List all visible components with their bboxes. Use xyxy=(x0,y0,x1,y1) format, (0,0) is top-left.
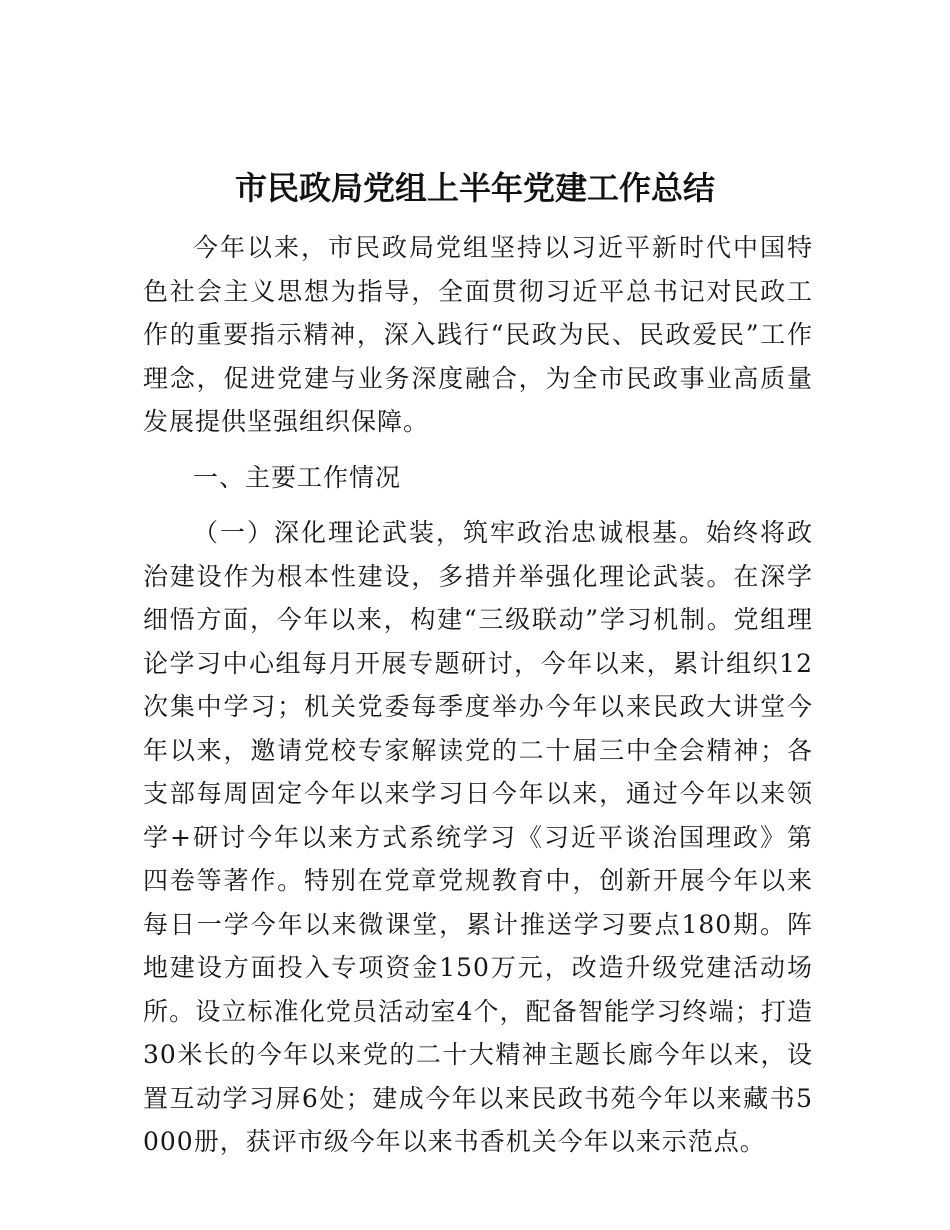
section-paragraph-theory: （一）深化理论武装，筑牢政治忠诚根基。始终将政治建设作为根本性建设，多措并举强化理论武装。在深学细悟方面，今年以来，构建“三级联动”学习机制。党组理论学习中心组每月开展专题研讨，今年以来，累计组织12次集中学习；机关党委每季度举办今年以来民政大讲堂今年以来，邀请党校专家解读党的二十届三中全会精神；各支部每周固定今年以来学习日今年以来，通过今年以来领学+研讨今年以来方式系统学习《习近平谈治国理政》第四卷等著作。特别在党章党规教育中，创新开展今年以来每日一学今年以来微课堂，累计推送学习要点180期。阵地建设方面投入专项资金150万元，改造升级党建活动场所。设立标准化党员活动室4个，配备智能学习终端；打造30米长的今年以来党的二十大精神主题长廊今年以来，设置互动学习屏6处；建成今年以来民政书苑今年以来藏书5000册，获评市级今年以来书香机关今年以来示范点。 xyxy=(143,518,813,1156)
document-body xyxy=(143,226,813,1164)
document-title: 市民政局党组上半年党建工作总结 xyxy=(234,169,715,207)
section-heading-main-work: 一、主要工作情况 xyxy=(193,462,402,492)
intro-paragraph: 今年以来，市民政局党组坚持以习近平新时代中国特色社会主义思想为指导，全面贯彻习近平总书记对民政工作的重要指示精神，深入践行“民政为民、民政爱民”工作理念，促进党建与业务深度融合，为全市民政事业高质量发展提供坚强组织保障。 xyxy=(143,233,813,436)
